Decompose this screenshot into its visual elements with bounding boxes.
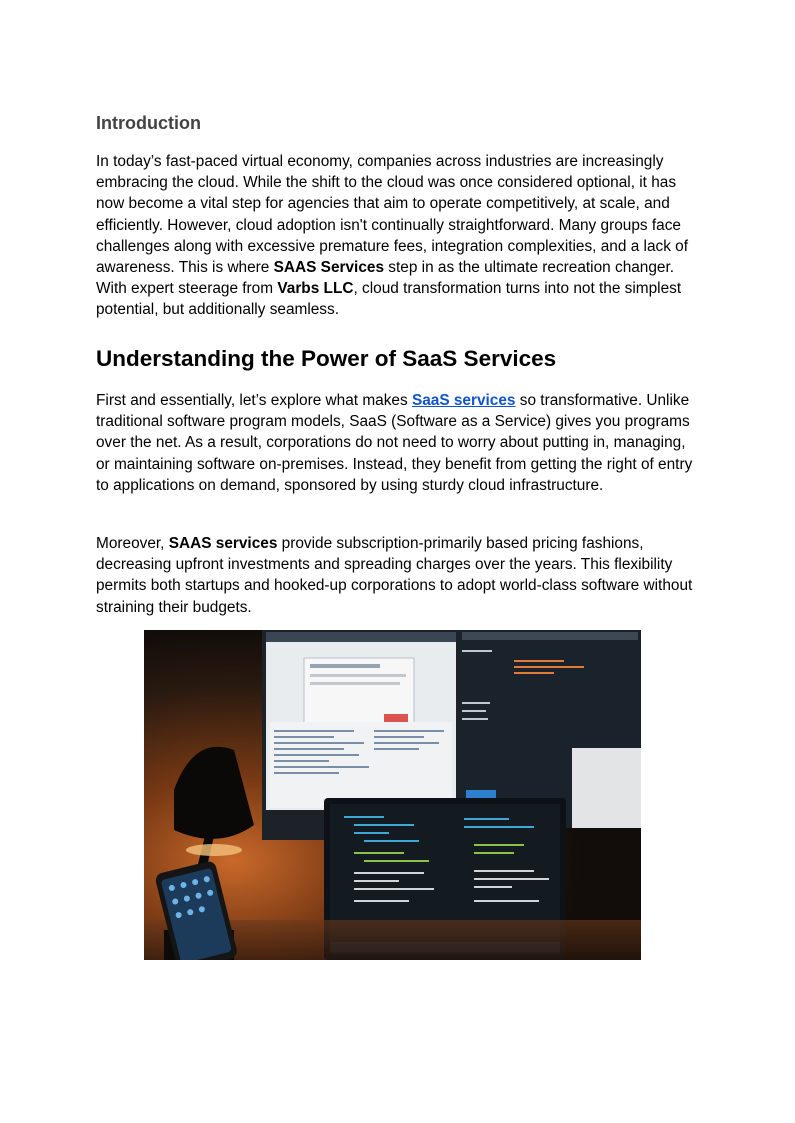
section-paragraph-2 [96, 533, 700, 618]
intro-paragraph [96, 151, 700, 321]
intro-text-3: , cloud transformation turns into not the simplest potential, but additionally seamless. [96, 280, 682, 319]
workspace-photo-illustration [144, 630, 641, 960]
section-paragraph-1 [96, 390, 700, 496]
section-heading: Understanding the Power of SaaS Services [96, 346, 557, 371]
intro-text-1: In today’s fast-paced virtual economy, companies across industries are increasingly embracing the cloud. While the shift to the cloud was once considered optional, it has now become a vital step for agencies that aim to operate competitively, at scale, and efficiently. However, cloud adoption isn't continually straightforward. Many groups face challenges along with excessive premature fees, integration complexities, and a lack of awareness. This is where [96, 153, 689, 277]
section-text-2: so transformative. Unlike traditional software program models, SaaS (Software as a Service) gives you programs over the net. As a result, corporations do not need to worry about putting in, managing, or maintaining software on-premises. Instead, they benefit from getting the right of entry to applications on demand, sponsored by using sturdy cloud infrastructure. [96, 392, 693, 494]
section-text-4: provide subscription-primarily based pricing fashions, decreasing upfront investments and spreading charges over the years. This flexibility permits both startups and hooked-up corporations to adopt world-class software without straining their budgets. [96, 535, 693, 616]
bold-varbs-llc: Varbs LLC [277, 280, 354, 298]
introduction-heading: Introduction [96, 113, 201, 133]
intro-text-2: step in as the ultimate recreation changer. With expert steerage from [96, 259, 675, 298]
section-text-3: Moreover, [96, 535, 169, 552]
bold-saas-services-2: SAAS services [168, 535, 278, 552]
section-text-1: First and essentially, let’s explore what makes [96, 392, 412, 409]
saas-services-link[interactable]: SaaS services [411, 392, 516, 409]
bold-saas-services: SAAS Services [273, 259, 385, 277]
workspace-photo [144, 630, 641, 960]
